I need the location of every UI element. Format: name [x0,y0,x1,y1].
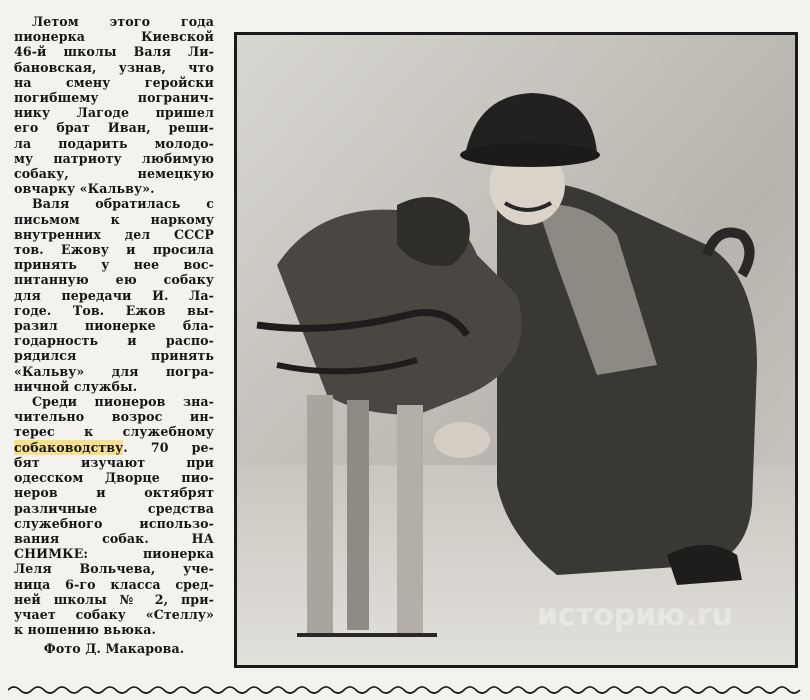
article-line: для передачи И. Ла- [14,287,214,303]
article-line: СНИМКЕ: пионерка [14,546,214,562]
article-line: собаководству. 70 ре- [14,439,214,455]
article-line: письмом к наркому [14,211,214,227]
article-line: му патриоту любимую [14,150,214,166]
article-line: разил пионерке бла- [14,318,214,334]
article-line: овчарку «Кальву». [14,181,155,197]
article-line: питанную ею собаку [14,272,214,288]
article-line: погибшему погранич- [14,90,214,106]
article-line: различные средства [14,500,214,516]
article-line: ла подарить молодо- [14,135,214,151]
photo-credit: Фото Д. Макарова. [43,641,185,657]
article-line: Летом этого года [32,14,214,29]
article-line: неров и октябрят [14,485,214,501]
article-line: учает собаку «Стеллу» [14,606,214,622]
article-line: рядился принять [14,348,214,364]
article-line: «Кальву» для погра- [14,363,214,379]
article-line: к ношению вьюка. [14,622,156,638]
article-line: пионерка Киевской [14,29,214,45]
article-line: служебного использо- [14,515,214,531]
article-line: бановская, узнав, что [14,59,214,75]
article-line: годе. Тов. Ежов вы- [14,302,214,318]
article-line: вания собак. НА [14,530,214,546]
article-line: на смену геройски [14,74,214,90]
article-line: принять у нее вос- [14,257,214,273]
article-line: годарность и распо- [14,333,214,349]
article-line: 46-й школы Валя Ли- [14,44,214,60]
wavy-divider [8,682,802,696]
article-line: Среди пионеров зна- [32,394,214,410]
article-line: его брат Иван, реши- [14,120,214,136]
article-line: Валя обратилась с [32,196,214,212]
article-line: чительно возрос ин- [14,409,214,425]
article-line: терес к служебному [14,424,214,440]
article-line: ней школы № 2, при- [14,591,214,607]
article-line: ница 6-го класса сред- [14,576,214,592]
photo-illustration [237,35,795,665]
article-line: бят изучают при [14,454,214,470]
article-line: одесском Дворце пио- [14,470,214,486]
article-line: внутренних дел СССР [14,226,214,242]
watermark-text: историю.ru [537,598,734,633]
article-line: ничной службы. [14,378,138,394]
news-photo [234,32,798,668]
article-line: нику Лагоде пришел [14,105,214,121]
article-line: тов. Ежову и просила [14,242,214,258]
article-line: собаку, немецкую [14,166,214,182]
article-line: Леля Вольчева, уче- [14,561,214,577]
highlighted-word: собаководству [14,439,124,455]
article-column [14,14,214,657]
